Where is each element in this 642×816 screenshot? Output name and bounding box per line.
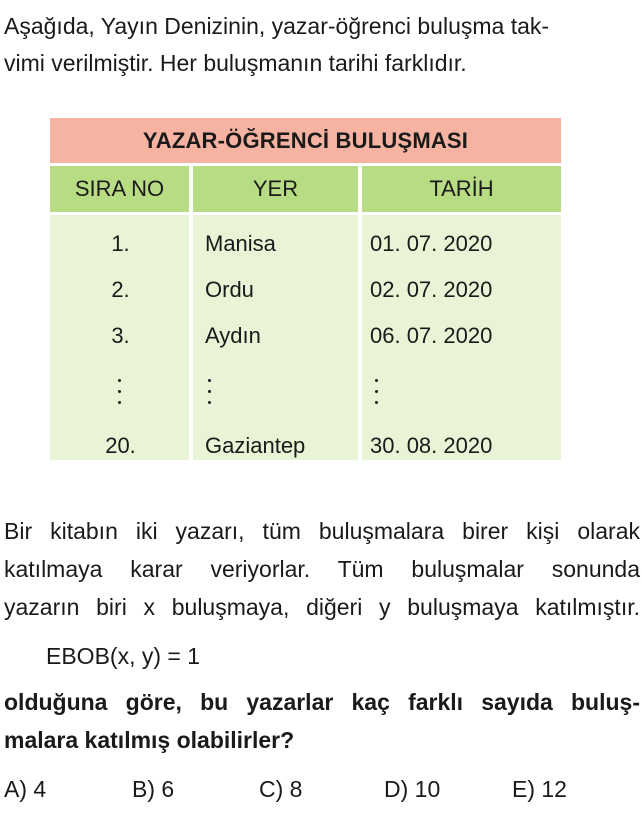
table-title: YAZAR-ÖĞRENCİ BULUŞMASI <box>50 118 561 163</box>
answer-options <box>4 776 640 808</box>
question-line-2: malara katılmış olabilirler? <box>4 727 295 753</box>
schedule-table <box>50 118 561 460</box>
formula: EBOB(x, y) = 1 <box>46 643 201 669</box>
column-sira-no <box>50 215 189 460</box>
table-cell: 2. <box>111 277 130 302</box>
column-tarih <box>362 215 561 460</box>
ellipsis-vertical-icon <box>193 359 358 423</box>
intro-line-1: Aşağıda, Yayın Denizinin, yazar-öğrenci buluşma tak- <box>4 13 550 39</box>
intro-text <box>4 8 640 82</box>
paragraph-line-1: Bir kitabın iki yazarı, tüm buluşmalara birer kişi olarak <box>4 518 640 544</box>
table-cell: Aydın <box>205 323 261 348</box>
table-cell: 30. 08. 2020 <box>370 433 493 458</box>
header-tarih: TARİH <box>362 166 561 212</box>
table-cell: 06. 07. 2020 <box>370 323 493 348</box>
table-header-row <box>50 166 561 212</box>
option-a[interactable]: A) 4 <box>4 776 47 802</box>
table-cell: Manisa <box>205 231 276 256</box>
table-cell: 01. 07. 2020 <box>370 231 493 256</box>
header-sira-no: SIRA NO <box>50 166 189 212</box>
paragraph-line-2: katılmaya karar veriyorlar. Tüm buluşmalar sonunda <box>4 556 640 582</box>
question-line-1: olduğuna göre, bu yazarlar kaç farklı sayıda buluş- <box>4 689 640 715</box>
option-b[interactable]: B) 6 <box>132 776 175 802</box>
table-cell: 20. <box>105 433 136 458</box>
ellipsis-vertical-icon <box>362 359 561 423</box>
problem-paragraph <box>4 512 640 626</box>
intro-line-2: vimi verilmiştir. Her buluşmanın tarihi farklıdır. <box>4 50 467 76</box>
option-d[interactable]: D) 10 <box>384 776 441 802</box>
table-cell: 1. <box>111 231 130 256</box>
question-text <box>4 683 640 759</box>
option-c[interactable]: C) 8 <box>259 776 303 802</box>
table-body <box>50 215 561 460</box>
ellipsis-vertical-icon <box>50 359 189 423</box>
table-cell: 02. 07. 2020 <box>370 277 493 302</box>
table-cell: Ordu <box>205 277 254 302</box>
column-yer <box>193 215 358 460</box>
paragraph-line-3: yazarın biri x buluşmaya, diğeri y buluşmaya katılmıştır. <box>4 594 640 620</box>
table-cell: Gaziantep <box>205 433 306 458</box>
table-cell: 3. <box>111 323 130 348</box>
header-yer: YER <box>193 166 358 212</box>
option-e[interactable]: E) 12 <box>512 776 567 802</box>
